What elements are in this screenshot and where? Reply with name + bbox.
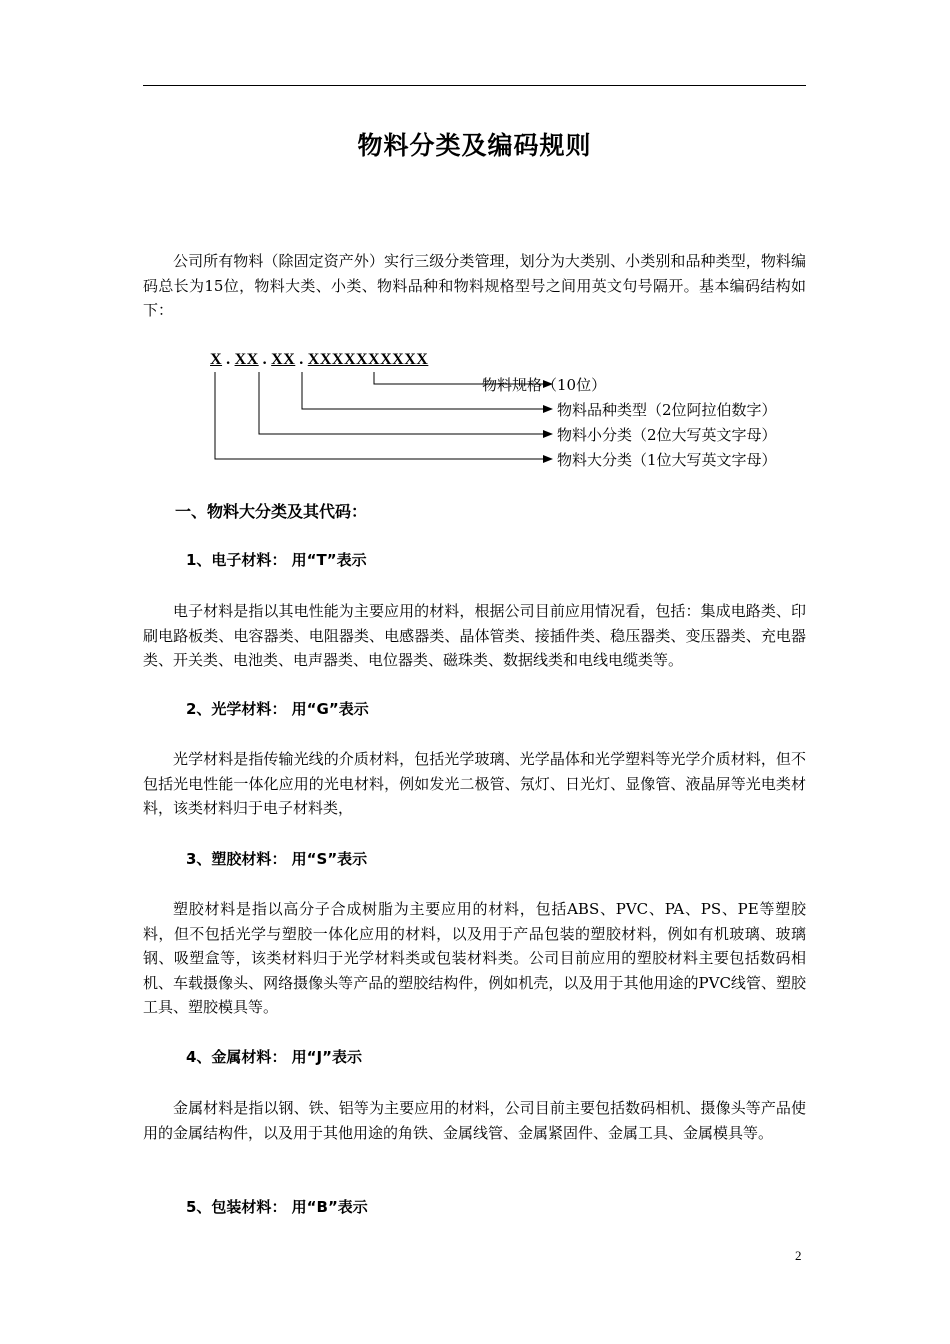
subsection-heading-optical: 2、光学材料： 用“G”表示 bbox=[186, 700, 369, 718]
subsection-heading-packaging: 5、包装材料： 用“B”表示 bbox=[186, 1198, 368, 1216]
paragraph-metal: 金属材料是指以钢、铁、铝等为主要应用的材料，公司目前主要包括数码相机、摄像头等产品使用的金属结构件，以及用于其他用途的角铁、金属线管、金属紧固件、金属工具、金属模具等。 bbox=[143, 1099, 806, 1142]
label-minor: 物料小分类（2位大写英文字母） bbox=[557, 426, 777, 444]
code-separator: . bbox=[299, 351, 304, 368]
code-seg-spec: XXXXXXXXXX bbox=[307, 351, 429, 368]
label-spec: 物料规格（10位） bbox=[482, 376, 607, 394]
intro-paragraph: 公司所有物料（除固定资产外）实行三级分类管理，划分为大类别、小类别和品种类型，物料编码总长为15位，物料大类、小类、物料品种和物料规格型号之间用英文句号隔开。基本编码结构如下： bbox=[143, 252, 806, 319]
code-seg-major: X bbox=[210, 351, 223, 368]
subsection-heading-metal: 4、金属材料： 用“J”表示 bbox=[186, 1048, 362, 1066]
section-heading: 一、物料大分类及其代码： bbox=[175, 502, 368, 521]
code-structure bbox=[210, 351, 428, 369]
header-rule bbox=[143, 85, 806, 86]
paragraph-plastic: 塑胶材料是指以高分子合成树脂为主要应用的材料，包括ABS、PVC、PA、PS、PE等塑胶料，但不包括光学与塑胶一体化应用的材料，以及用于产品包装的塑胶材料，例如有机玻璃、玻璃钢、吸塑盒等，该类材料归于光学材料类或包装材料类。公司目前应用的塑胶材料主要包括数码相机、车载摄像头、网络摄像头等产品的塑胶结构件，例如机壳，以及用于其他用途的PVC线管、塑胶工具、塑胶模具等。 bbox=[143, 900, 806, 1016]
document-title: 物料分类及编码规则 bbox=[357, 131, 592, 160]
code-seg-variety: XX bbox=[271, 351, 296, 368]
label-variety: 物料品种类型（2位阿拉伯数字） bbox=[557, 401, 777, 419]
code-separator: . bbox=[262, 351, 268, 368]
paragraph-optical: 光学材料是指传输光线的介质材料，包括光学玻璃、光学晶体和光学塑料等光学介质材料，但不包括光电性能一体化应用的光电材料，例如发光二极管、氖灯、日光灯、显像管、液晶屏等光电类材料，该类材料归于电子材料类， bbox=[143, 750, 806, 817]
page-number: 2 bbox=[795, 1248, 802, 1263]
code-seg-minor: XX bbox=[234, 351, 259, 368]
paragraph-electronic: 电子材料是指以其电性能为主要应用的材料，根据公司目前应用情况看，包括：集成电路类、印刷电路板类、电容器类、电阻器类、电感器类、晶体管类、接插件类、稳压器类、变压器类、充电器类、开关类、电池类、电声器类、电位器类、磁珠类、数据线类和电线电缆类等。 bbox=[143, 602, 806, 669]
subsection-heading-electronic: 1、电子材料： 用“T”表示 bbox=[186, 551, 367, 569]
code-separator: . bbox=[226, 351, 231, 368]
label-major: 物料大分类（1位大写英文字母） bbox=[557, 451, 777, 469]
subsection-heading-plastic: 3、塑胶材料： 用“S”表示 bbox=[186, 850, 368, 868]
